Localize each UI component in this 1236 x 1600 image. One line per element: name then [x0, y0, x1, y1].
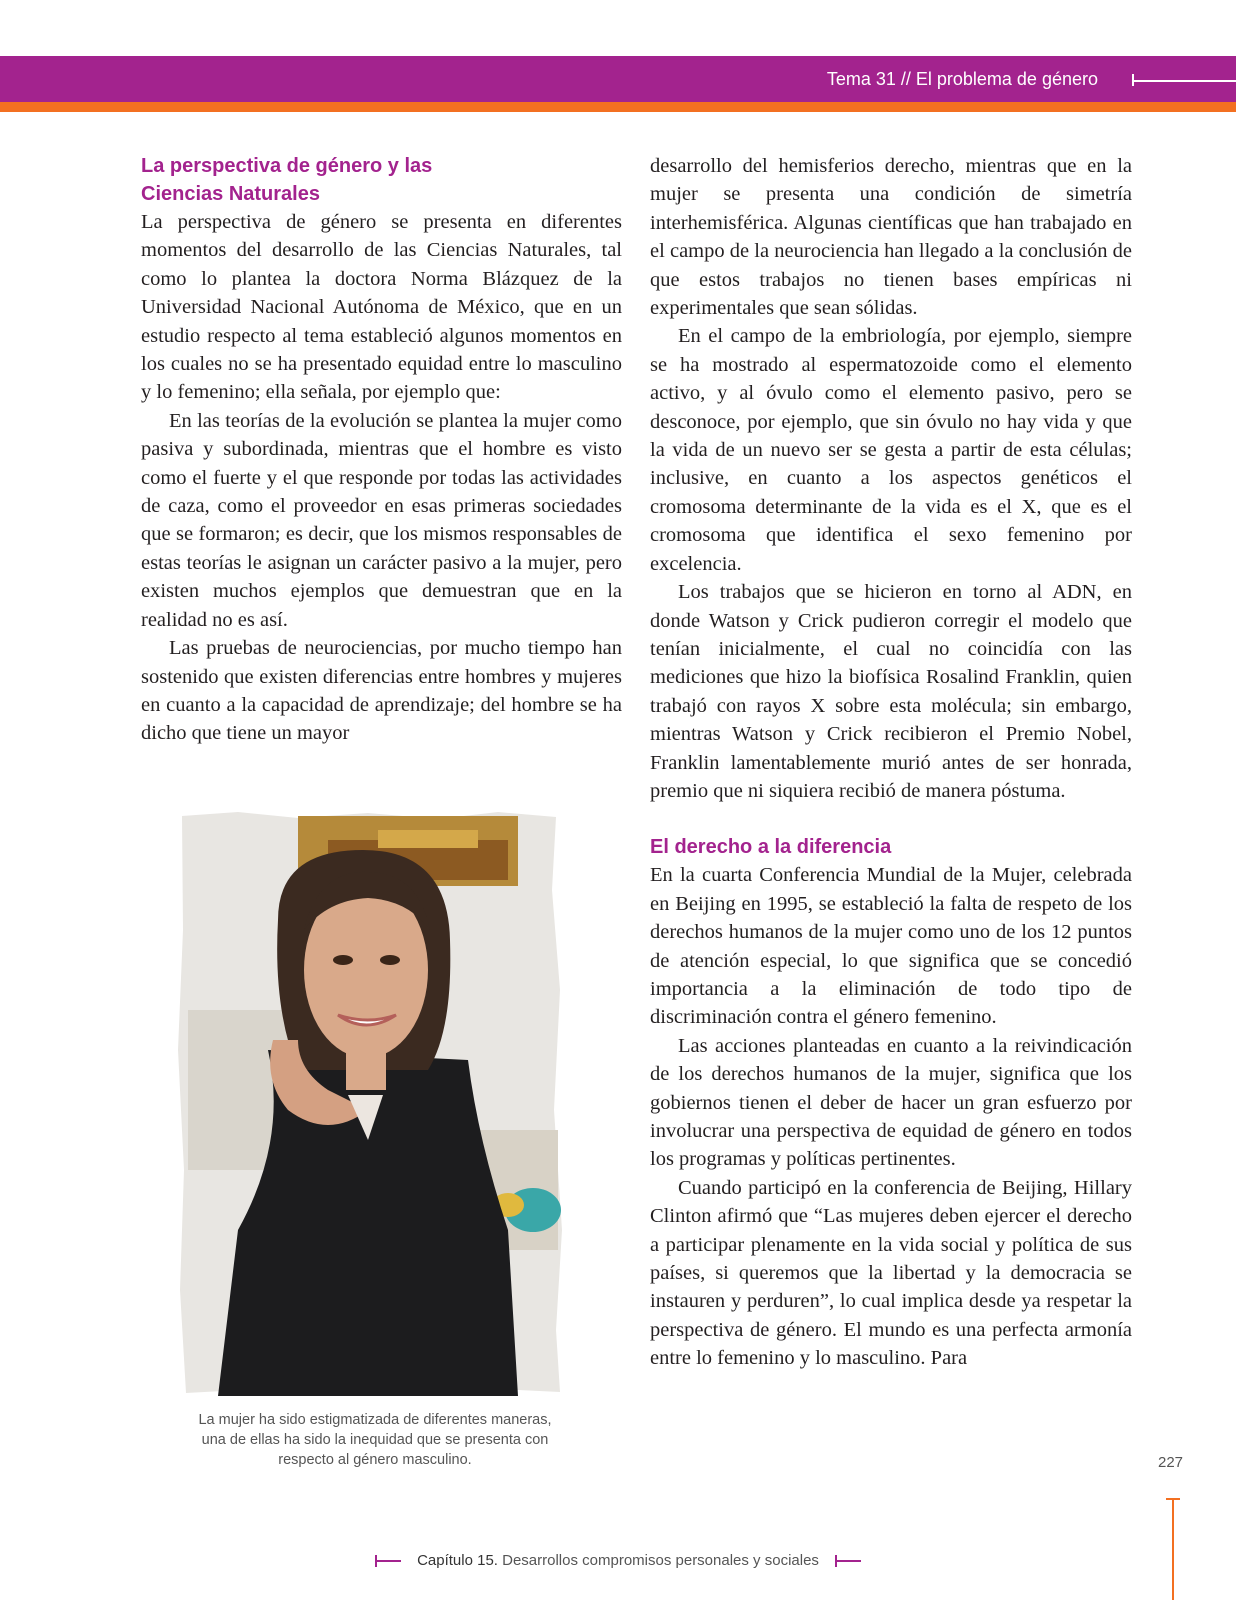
left-paragraph-3: Las pruebas de neurociencias, por mucho tiempo han sostenido que existen diferencias entre hombres y mujeres en cuanto a la capacidad de aprendizaje; del hombre se ha dicho que tiene un mayor: [141, 637, 622, 745]
right-paragraph-4: En la cuarta Conferencia Mundial de la Mujer, celebrada en Beijing en 1995, se estableció la falta de respeto de los derechos humanos de la mujer como uno de los 12 puntos de atención especial, lo que significa que se concedió importancia a la eliminación de todo tipo de discriminación contra el género femenino.: [650, 864, 1132, 1029]
section-gap: [650, 805, 1132, 833]
left-column: [141, 152, 622, 748]
page-number: 227: [1158, 1454, 1184, 1471]
right-column: [650, 152, 1132, 1373]
right-paragraph-5: Las acciones planteadas en cuanto a la reivindicación de los derechos humanos de la mujer, significa que los gobiernos tienen el deber de hacer un gran esfuerzo por involucrar una perspectiva de equidad de género en todos los programas y políticas pertinentes.: [650, 1034, 1132, 1171]
footer-chapter-title: Desarrollos compromisos personales y sociales: [502, 1552, 819, 1569]
header-stripe: [0, 102, 1236, 112]
photo-caption: La mujer ha sido estigmatizada de diferentes maneras, una de ellas ha sido la inequidad que se presenta con respecto al género masculino.: [198, 1412, 552, 1468]
right-paragraph-6: Cuando participó en la conferencia de Beijing, Hillary Clinton afirmó que “Las mujeres deben ejercer el derecho a participar plenamente en la vida social y política de sus países, si queremos que la libertad y la democracia se instauren y perduren”, lo cual implica desde ya respetar la perspectiva de género. El mundo es una perfecta armonía entre lo femenino y lo masculino. Para: [650, 1176, 1132, 1370]
section-heading-line2: Ciencias Naturales: [141, 183, 320, 205]
footer-mark-left: [375, 1560, 401, 1562]
footer-mark-right: [835, 1560, 861, 1562]
left-paragraph-2: En las teorías de la evolución se plantea la mujer como pasiva y subordinada, mientras que el hombre es visto como el fuerte y el que responde por todas las actividades de caza, como el proveedor en esas primeras sociedades que se formaron; es decir, que los mismos responsables de estas teorías le asignan un carácter pasivo a la mujer, pero existen muchos ejemplos que demuestran que en la realidad no es así.: [141, 409, 622, 631]
header-rule: [1132, 80, 1236, 82]
portrait-illustration: [178, 810, 564, 1396]
woman-portrait-photo: [178, 810, 564, 1396]
chapter-footer: [0, 1552, 1236, 1569]
right-paragraph-2: En el campo de la embriología, por ejemplo, siempre se ha mostrado al espermatozoide como el elemento activo, y al óvulo como el elemento pasivo, pero se desconoce, por ejemplo, que sin óvulo no hay vida y que la vida de un nuevo ser se gesta a partir de esta células; inclusive, en cuanto a los aspectos genéticos el cromosoma determinante de la vida es el X, que es el cromosoma que identifica el sexo femenino por excelencia.: [650, 325, 1132, 575]
running-header-title: Tema 31 // El problema de género: [826, 69, 1098, 89]
right-paragraph-3: Los trabajos que se hicieron en torno al ADN, en donde Watson y Crick pudieron corregir el modelo que tenían inicialmente, el cual no coincidía con las mediciones que hizo la biofísica Rosalind Franklin, quien trabajó con rayos X sobre esta molécula; sin embargo, mientras Watson y Crick recibieron el Premio Nobel, Franklin lamentablemente murió antes de ser honrada, premio que ni siquiera recibió de manera póstuma.: [650, 581, 1132, 802]
left-paragraph-1: La perspectiva de género se presenta en diferentes momentos del desarrollo de las Ciencias Naturales, tal como lo plantea la doctora Norma Blázquez de la Universidad Nacional Autónoma de México, que en un estudio respecto al tema estableció algunos momentos en los cuales no se ha presentado equidad entre lo masculino y lo femenino; ella señala, por ejemplo que:: [141, 211, 622, 404]
right-paragraph-1: desarrollo del hemisferios derecho, mientras que en la mujer se presenta una condición de simetría interhemisférica. Algunas científicas que han trabajado en el campo de la neurociencia han llegado a la conclusión de que estos trabajos no tienen bases empíricas ni experimentales que sean sólidas.: [650, 155, 1132, 320]
section-heading-2: El derecho a la diferencia: [650, 836, 892, 859]
footer-chapter: Capítulo 15.: [417, 1552, 498, 1569]
section-heading-line1: La perspectiva de género y las: [141, 155, 433, 177]
page-rule: [1172, 1498, 1174, 1600]
